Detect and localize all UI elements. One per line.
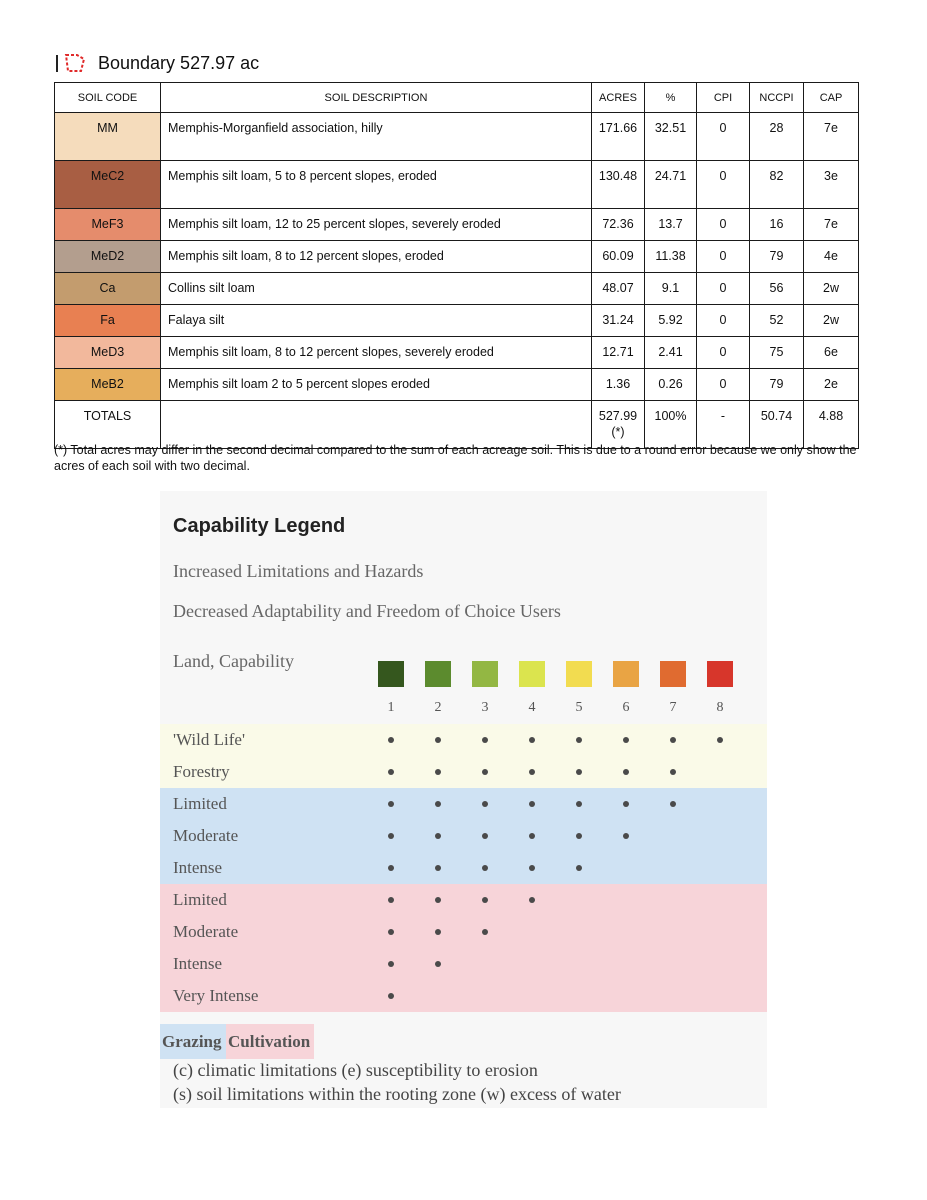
legend-dot: [388, 961, 394, 967]
cap-cell: 2e: [804, 369, 859, 401]
acres-cell: 1.36: [592, 369, 645, 401]
soil-code-cell: MM: [55, 113, 161, 161]
legend-dot: [717, 737, 723, 743]
soil-description-cell: Collins silt loam: [161, 273, 592, 305]
legend-key-line-1: (c) climatic limitations (e) susceptibility to erosion: [173, 1060, 538, 1080]
legend-dot: [529, 897, 535, 903]
legend-dot: [388, 737, 394, 743]
soil-description-cell: Memphis silt loam, 12 to 25 percent slopes, severely eroded: [161, 209, 592, 241]
land-capability-label: Land, Capability: [173, 651, 294, 671]
nccpi-cell: 75: [750, 337, 804, 369]
legend-row-band: [160, 884, 767, 916]
acres-cell: 31.24: [592, 305, 645, 337]
legend-dot: [623, 769, 629, 775]
capability-class-2-swatch: [425, 661, 451, 687]
capability-class-3-swatch: [472, 661, 498, 687]
legend-dot: [576, 833, 582, 839]
soil-description-cell: Falaya silt: [161, 305, 592, 337]
capability-class-7-swatch: [660, 661, 686, 687]
capability-class-6-number: 6: [622, 700, 630, 715]
capability-class-4-number: 4: [528, 700, 536, 715]
nccpi-cell: 56: [750, 273, 804, 305]
cpi-cell: 0: [697, 305, 750, 337]
legend-dot: [435, 801, 441, 807]
header-acres: ACRES: [592, 83, 645, 113]
capability-class-6-swatch: [613, 661, 639, 687]
legend-dot: [529, 833, 535, 839]
legend-dot: [435, 833, 441, 839]
header-cpi: CPI: [697, 83, 750, 113]
legend-dot: [529, 801, 535, 807]
legend-row-label: Intense: [173, 954, 223, 973]
boundary-polygon-icon: [64, 53, 86, 73]
legend-dot: [482, 897, 488, 903]
cap-cell: 6e: [804, 337, 859, 369]
capability-class-1-swatch: [378, 661, 404, 687]
soil-code-cell: MeD2: [55, 241, 161, 273]
totals-nccpi: 50.74: [750, 401, 804, 449]
legend-dot: [670, 737, 676, 743]
cap-cell: 3e: [804, 161, 859, 209]
acres-cell: 12.71: [592, 337, 645, 369]
legend-line-adaptability: Decreased Adaptability and Freedom of Choice Users: [173, 601, 561, 621]
cpi-cell: 0: [697, 369, 750, 401]
legend-dot: [529, 865, 535, 871]
percent-cell: 11.38: [645, 241, 697, 273]
header-soil-code: SOIL CODE: [55, 83, 161, 113]
legend-row-band: [160, 948, 767, 980]
legend-row-band: [160, 916, 767, 948]
soil-code-cell: Ca: [55, 273, 161, 305]
legend-dot: [388, 769, 394, 775]
legend-dot: [435, 737, 441, 743]
acres-cell: 72.36: [592, 209, 645, 241]
percent-cell: 0.26: [645, 369, 697, 401]
legend-dot: [670, 801, 676, 807]
legend-dot: [435, 897, 441, 903]
legend-dot: [435, 961, 441, 967]
table-row: [55, 113, 859, 161]
legend-dot: [388, 929, 394, 935]
legend-row-band: [160, 820, 767, 852]
nccpi-cell: 28: [750, 113, 804, 161]
legend-dot: [529, 737, 535, 743]
table-row: [55, 337, 859, 369]
legend-row-label: 'Wild Life': [173, 730, 246, 749]
boundary-bar: [56, 55, 58, 72]
percent-cell: 2.41: [645, 337, 697, 369]
table-row: [55, 241, 859, 273]
table-row: [55, 161, 859, 209]
nccpi-cell: 16: [750, 209, 804, 241]
capability-class-3-number: 3: [481, 700, 489, 715]
totals-label: TOTALS: [55, 401, 161, 449]
legend-dot: [482, 833, 488, 839]
legend-dot: [482, 865, 488, 871]
legend-dot: [388, 801, 394, 807]
legend-row-label: Forestry: [173, 762, 230, 781]
legend-dot: [623, 833, 629, 839]
cpi-cell: 0: [697, 273, 750, 305]
legend-row-label: Moderate: [173, 922, 239, 941]
legend-dot: [576, 769, 582, 775]
percent-cell: 5.92: [645, 305, 697, 337]
soil-description-cell: Memphis silt loam, 8 to 12 percent slopes, eroded: [161, 241, 592, 273]
legend-dot: [482, 929, 488, 935]
nccpi-cell: 79: [750, 241, 804, 273]
legend-row-label: Limited: [173, 890, 227, 909]
capability-class-4-swatch: [519, 661, 545, 687]
header-nccpi: NCCPI: [750, 83, 804, 113]
legend-dot: [388, 833, 394, 839]
legend-key-line-2: (s) soil limitations within the rooting zone (w) excess of water: [173, 1084, 621, 1104]
cap-cell: 7e: [804, 113, 859, 161]
legend-dot: [435, 929, 441, 935]
legend-dot: [576, 801, 582, 807]
legend-row-label: Very Intense: [173, 986, 259, 1005]
legend-dot: [435, 865, 441, 871]
table-row: [55, 305, 859, 337]
acres-cell: 60.09: [592, 241, 645, 273]
capability-class-2-number: 2: [434, 700, 442, 715]
cultivation-chip: Cultivation: [226, 1024, 314, 1059]
legend-dot: [623, 737, 629, 743]
cpi-cell: 0: [697, 161, 750, 209]
percent-cell: 32.51: [645, 113, 697, 161]
capability-legend: [160, 491, 767, 1108]
soil-code-cell: MeD3: [55, 337, 161, 369]
nccpi-cell: 52: [750, 305, 804, 337]
cap-cell: 2w: [804, 273, 859, 305]
header-soil-description: SOIL DESCRIPTION: [161, 83, 592, 113]
soil-description-cell: Memphis silt loam, 8 to 12 percent slopes, severely eroded: [161, 337, 592, 369]
cap-cell: 2w: [804, 305, 859, 337]
grazing-chip: Grazing: [160, 1024, 226, 1059]
legend-dot: [435, 769, 441, 775]
legend-dot: [388, 897, 394, 903]
acres-cell: 130.48: [592, 161, 645, 209]
capability-class-8-swatch: [707, 661, 733, 687]
soil-description-cell: Memphis silt loam, 5 to 8 percent slopes, eroded: [161, 161, 592, 209]
soil-code-cell: MeF3: [55, 209, 161, 241]
cap-cell: 7e: [804, 209, 859, 241]
legend-dot: [388, 993, 394, 999]
capability-class-1-number: 1: [387, 700, 395, 715]
cpi-cell: 0: [697, 113, 750, 161]
capability-class-7-number: 7: [669, 700, 677, 715]
capability-class-8-number: 8: [716, 700, 724, 715]
capability-class-5-swatch: [566, 661, 592, 687]
header-percent: %: [645, 83, 697, 113]
legend-dot: [576, 737, 582, 743]
table-row: [55, 369, 859, 401]
table-row: [55, 273, 859, 305]
totals-percent: 100%: [645, 401, 697, 449]
legend-dot: [623, 801, 629, 807]
table-header-row: [55, 83, 859, 113]
totals-cpi: -: [697, 401, 750, 449]
legend-line-limitations: Increased Limitations and Hazards: [173, 561, 424, 581]
header-cap: CAP: [804, 83, 859, 113]
legend-row-label: Limited: [173, 794, 227, 813]
percent-cell: 24.71: [645, 161, 697, 209]
totals-cap: 4.88: [804, 401, 859, 449]
soil-description-cell: Memphis-Morganfield association, hilly: [161, 113, 592, 161]
capability-class-5-number: 5: [575, 700, 583, 715]
cpi-cell: 0: [697, 209, 750, 241]
legend-dot: [482, 737, 488, 743]
table-row: [55, 209, 859, 241]
soil-code-cell: MeC2: [55, 161, 161, 209]
legend-dot: [482, 801, 488, 807]
boundary-title: Boundary 527.97 ac: [98, 52, 260, 73]
soil-code-cell: MeB2: [55, 369, 161, 401]
legend-dot: [529, 769, 535, 775]
nccpi-cell: 79: [750, 369, 804, 401]
legend-dot: [388, 865, 394, 871]
acres-cell: 171.66: [592, 113, 645, 161]
legend-row-label: Intense: [173, 858, 223, 877]
soil-table: [54, 82, 859, 449]
cpi-cell: 0: [697, 241, 750, 273]
cpi-cell: 0: [697, 337, 750, 369]
legend-row-label: Moderate: [173, 826, 239, 845]
soil-description-cell: Memphis silt loam 2 to 5 percent slopes eroded: [161, 369, 592, 401]
boundary-header: [56, 50, 259, 76]
acres-cell: 48.07: [592, 273, 645, 305]
legend-dot: [576, 865, 582, 871]
legend-title: Capability Legend: [173, 515, 346, 537]
legend-dot: [670, 769, 676, 775]
cap-cell: 4e: [804, 241, 859, 273]
footnote: (*) Total acres may differ in the second decimal compared to the sum of each acreage soil. This is due to a round error because we only show the acres of each soil with two decimal.: [54, 443, 857, 473]
nccpi-cell: 82: [750, 161, 804, 209]
totals-acres: 527.99(*): [592, 401, 645, 449]
percent-cell: 9.1: [645, 273, 697, 305]
percent-cell: 13.7: [645, 209, 697, 241]
legend-row-band: [160, 852, 767, 884]
legend-dot: [482, 769, 488, 775]
soil-code-cell: Fa: [55, 305, 161, 337]
